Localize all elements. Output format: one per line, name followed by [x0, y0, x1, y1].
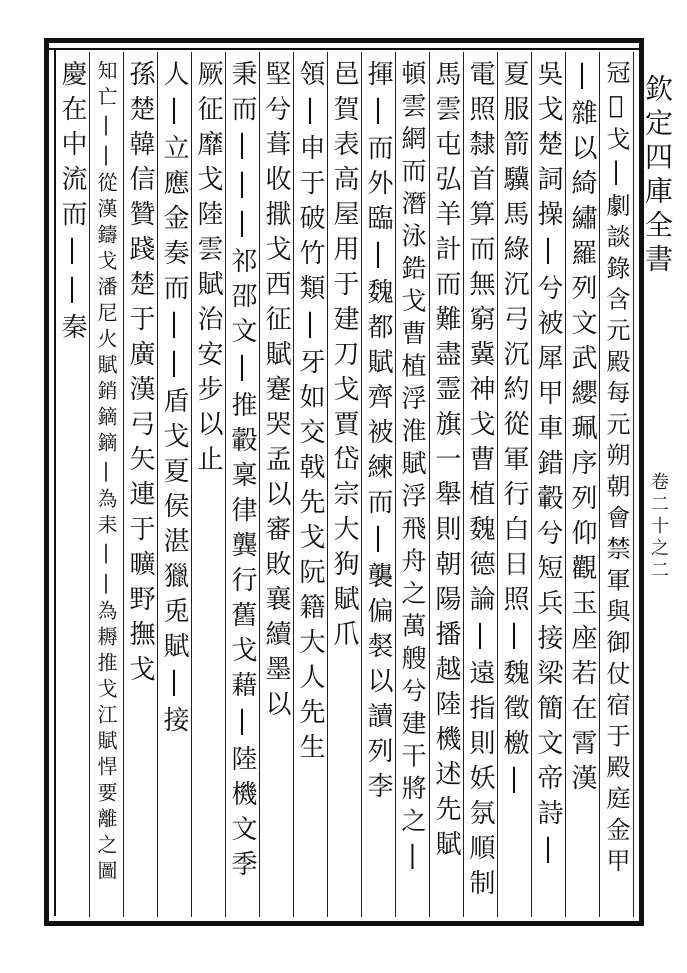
volume-number: 卷二十之二 — [648, 472, 669, 582]
column-text: 堅兮葺收㩎戈西征賦蹇哭孟以審敗襄續墨以 — [261, 60, 291, 725]
column-text: 邑賀表高屋用于建刀戈賈岱宗大狗賦爪 — [329, 60, 359, 655]
text-column — [396, 52, 430, 917]
column-text: 夏服箭驥馬綠沉弓沉約從軍行白日照|魏徵檄| — [499, 60, 529, 803]
column-text: 秉而|||祁邵文|推轂稟律龔行舊戈藉|陸機文季 — [227, 60, 257, 885]
text-column — [56, 52, 90, 917]
column-text: 電照隸首算而無窮冀神戈曹植魏德論|遠指則妖氛順制 — [465, 60, 495, 904]
text-column — [124, 52, 158, 917]
book-spine — [635, 52, 675, 917]
text-column — [498, 52, 532, 917]
text-column — [464, 52, 498, 917]
column-text: 馬雲屯弘羊計而難盡霊旗一舉則朝陽播越陸機述先賦 — [431, 60, 461, 865]
column-text: 冠𦶜戈|劇談錄含元殿每元朔朝會禁軍與御仗宿于殿庭金甲 — [602, 60, 630, 880]
text-column — [158, 52, 192, 917]
top-border — [49, 48, 639, 50]
text-column — [192, 52, 226, 917]
column-text: 頓雲網而潛泳鋯戈曹植浮淮賦浮飛舟之萬艘兮建干將之| — [398, 60, 427, 877]
column-text: 人|立應金奏而||盾戈夏侯湛獵兎賦|接 — [159, 60, 189, 741]
text-column — [294, 52, 328, 917]
book-title: 欽定四庫全書 — [641, 74, 674, 278]
column-text: 厥征靡戈陸雲賦治安步以止 — [193, 60, 223, 480]
text-column — [226, 52, 260, 917]
text-column — [328, 52, 362, 917]
text-column — [90, 52, 124, 917]
column-text: 揮|而外臨|魏都賦齊被練而|襲偏裻以讀列李 — [363, 60, 393, 807]
column-text: 孫楚韓信贊踐楚于廣漢弓矢連于曠野撫戈 — [125, 60, 155, 690]
text-column — [362, 52, 396, 917]
column-text: 知亡||從漢鑄戈潘尼火賦銷鏑鏑|為耒||為耨推戈江賦悍要離之圖 — [94, 60, 118, 886]
text-column — [260, 52, 294, 917]
text-column — [532, 52, 566, 917]
column-text: 吳戈楚詞操|兮被犀甲車錯轂兮短兵接梁簡文帝詩| — [533, 60, 563, 873]
column-text: 領|申于破竹類|牙如交戟先戈阮籍大人先生 — [295, 60, 325, 768]
column-text: 慶在中流而||秦 — [57, 60, 87, 348]
text-column — [566, 52, 600, 917]
column-text: |雜以綺繡羅列文武纓珮序列仰觀玉座若在霄漢 — [567, 60, 597, 799]
text-column — [600, 52, 634, 917]
text-column — [430, 52, 464, 917]
